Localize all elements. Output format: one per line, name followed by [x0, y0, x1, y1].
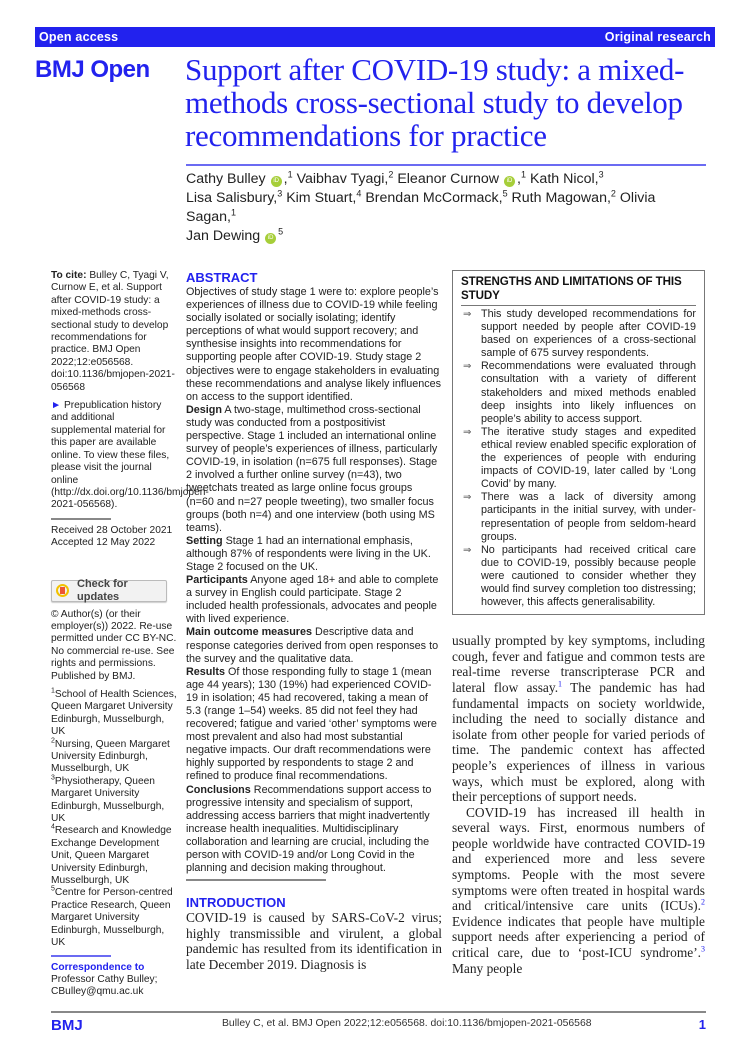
check-for-updates-button[interactable]: [51, 580, 167, 602]
affiliation-marker: 1: [287, 169, 293, 180]
affiliation-marker: 1: [521, 169, 527, 180]
citation-block: [51, 270, 177, 394]
reference-link[interactable]: 2: [701, 897, 705, 907]
author-name: Cathy Bulley: [186, 171, 266, 187]
box-item: ⇒ This study developed recommendations for support needed by people after COVID-19 based on experiences of a cross-sectional sample of 675 survey respondents.: [461, 308, 696, 360]
author[interactable]: [186, 228, 283, 244]
text-span: usually prompted by key symptoms, including cough, fever and fatigue and common tests are real-time reverse transcripterase PCR and lateral flow assay.: [452, 633, 705, 695]
footer-citation: Bulley C, et al. BMJ Open 2022;12:e056568. doi:10.1136/bmjopen-2021-056568: [222, 1017, 592, 1029]
author[interactable]: Kath Nicol,$^3$: [529, 169, 604, 187]
affiliation-marker: 2: [610, 188, 616, 199]
abstract-section: [186, 574, 442, 626]
triangle-icon: ►: [51, 400, 62, 412]
author-name: Brendan McCormack: [365, 190, 499, 206]
strengths-limitations-box: [452, 270, 705, 615]
accepted-date: Accepted 12 May 2022: [51, 537, 156, 549]
reference-link[interactable]: 3: [701, 944, 705, 954]
introduction-text: COVID-19 is caused by SARS-CoV-2 virus; highly transmissible and virulent, a global pandemic has resulted from its identification in late December 2019. Diagnosis is: [186, 910, 442, 972]
author[interactable]: Cathy Bulley iD ,$^1$: [186, 169, 293, 187]
box-heading: STRENGTHS AND LIMITATIONS OF THIS STUDY: [461, 275, 696, 306]
copyright-notice: © Author(s) (or their employer(s)) 2022. Re-use permitted under CC BY-NC. No commercial re-use. See rights and permissions. Published by BMJ.: [51, 608, 177, 682]
orcid-icon[interactable]: iD: [265, 233, 276, 244]
article-title: Support after COVID-19 study: a mixed-methods cross-sectional study to develop recommendations for practice: [185, 52, 685, 153]
page-number: 1: [698, 1016, 706, 1032]
author-name: Lisa Salisbury: [186, 190, 274, 206]
text-span: Many people: [452, 960, 523, 976]
affiliation-marker: 5: [278, 226, 284, 237]
affiliation-number: 5: [51, 886, 55, 894]
author[interactable]: Brendan McCormack,$^5$: [365, 188, 508, 206]
section-text: Recommendations support access to progressive intensity and specialism of support, addressing access barriers that might inadvertently increase health inequalities. Multidisciplinary collaboration and learning are crucial, including the person with COVID-19 and/or Long Covid in the planning and decision making throughout.: [186, 783, 432, 875]
author[interactable]: Vaibhav Tyagi,$^2$: [296, 169, 394, 187]
section-text: Stage 1 had an international emphasis, although 87% of respondents were living in the UK. Stage 2 focused on the UK.: [186, 534, 431, 573]
correspondence-email[interactable]: CBulley@qmu.ac.uk: [51, 986, 144, 998]
reference-link[interactable]: 1: [558, 679, 563, 689]
section-label: Results: [186, 665, 226, 678]
text-span: Evidence indicates that people have multiple support needs after experiencing a period of critical care, due to ‘post-ICU syndrome’.: [452, 913, 705, 961]
title-row: [35, 53, 715, 152]
divider: [51, 518, 111, 520]
author[interactable]: Eleanor Curnow iD ,$^1$: [397, 169, 527, 187]
middle-column: [186, 270, 442, 973]
affiliations: [51, 689, 177, 950]
prepub-text[interactable]: Prepublication history and additional supplemental material for this paper are available online. To view these files, please visit the journal online (http://dx.doi.org/10.1136/bmjopen-2021-056568).: [51, 400, 209, 511]
author-name: Vaibhav Tyagi: [296, 171, 385, 187]
text-span: The pandemic has had fundamental impacts on society worldwide, including the need to socially distance and isolate from other people for varied periods of time. The pandemic context has affected people’s experiences of illness in various ways, which must be explored, along with their perceptions of support needs.: [452, 679, 705, 805]
affiliation-text: Research and Knowledge Exchange Development Unit, Queen Margaret University Edinburgh, Musselburgh, UK: [51, 825, 172, 887]
divider: [186, 879, 326, 881]
header-bar: [35, 27, 715, 47]
affiliation-marker: 1: [230, 207, 236, 218]
abstract-objectives: Objectives of study stage 1 were to: explore people’s experiences of illness due to COVID-19 while feeling socially isolated or socially isolating; identify perceptions of what would support recovery; and synthesise insights into recommendations for supporting people after COVID-19. Study stage 2 objectives were to engage stakeholders in evaluating these recommendations and analyse likely influences on access to the support identified.: [186, 286, 442, 403]
crossmark-icon: [56, 584, 69, 597]
introduction-heading: INTRODUCTION: [186, 895, 286, 911]
box-item: ⇒ There was a lack of diversity among participants in the initial survey, with under-representation of people from seldom-heard groups.: [461, 491, 696, 543]
affiliation-marker: 5: [502, 188, 508, 199]
body-columns: [51, 270, 706, 999]
box-item: ⇒ Recommendations were evaluated through consultation with a variety of different stakeholders and mixed methods enabled deep insights into likely influences on people’s ability to access support.: [461, 360, 696, 425]
correspondence-label: Correspondence to: [51, 961, 145, 973]
affiliation: [51, 887, 177, 949]
footer: [51, 1011, 706, 1041]
affiliation: [51, 825, 177, 887]
section-text: Of those responding fully to stage 1 (mean age 44 years); 130 (19%) had experienced COVID-19 in isolation; 45 had recovered, taking a mean of 5.3 (range 1–54) weeks. 85 did not feel they had recovered; fatigue and varied ‘other’ symptoms were most prevalent and also had most substantial negative impacts. Our draft recommendations were highly supported by respondents to stage 2 and refined to produce final recommendations.: [186, 665, 437, 783]
author[interactable]: Ruth Magowan,$^2$: [511, 188, 616, 206]
abstract-section: [186, 666, 442, 784]
bmj-logo: BMJ: [51, 1016, 83, 1034]
author-name: Jan Dewing: [186, 228, 261, 244]
section-label: Setting: [186, 534, 223, 547]
abstract-section: [186, 626, 442, 665]
section-label: Main outcome measures: [186, 626, 313, 639]
right-column-text: [452, 633, 705, 976]
journal-logo: BMJ Open: [35, 56, 150, 83]
author-name: Ruth Magowan: [511, 190, 607, 206]
orcid-icon[interactable]: iD: [504, 176, 515, 187]
abstract-section: [186, 784, 442, 876]
affiliation-text: School of Health Sciences, Queen Margaret University Edinburgh, Musselburgh, UK: [51, 688, 177, 738]
received-date: Received 28 October 2021: [51, 524, 173, 536]
author-name: Kath Nicol: [529, 171, 595, 187]
affiliation-text: Nursing, Queen Margaret University Edinburgh, Musselburgh, UK: [51, 738, 170, 775]
affiliation: [51, 689, 177, 739]
check-updates-label: Check for updates: [77, 578, 128, 603]
author[interactable]: Lisa Salisbury,$^3$: [186, 188, 283, 206]
abstract-sections: [186, 404, 442, 875]
affiliation-marker: 3: [598, 169, 604, 180]
author[interactable]: Kim Stuart,$^4$: [286, 188, 362, 206]
abstract: [186, 270, 442, 881]
abstract-section: [186, 404, 442, 535]
box-item: ⇒ The iterative study stages and expedited ethical review enabled specific exploration of the experiences of people with enduring impacts of COVID-19, later called by ‘Long Covid’ by many.: [461, 426, 696, 491]
abstract-section: [186, 535, 442, 574]
section-label: Participants: [186, 574, 248, 587]
section-label: Conclusions: [186, 783, 251, 796]
section-text: Anyone aged 18+ and able to complete a survey in English could participate. Stage 2 included health professionals, advocates and people with lived experience.: [186, 574, 439, 626]
paragraph: [452, 805, 705, 977]
box-list: [461, 308, 696, 609]
affiliation-number: 2: [51, 737, 55, 745]
author-name: Eleanor Curnow: [397, 171, 500, 187]
affiliation-number: 3: [51, 774, 55, 782]
text-span: COVID-19 has increased ill health in several ways. First, enormous numbers of people worldwide have contracted COVID-19 and experienced more and less severe symptoms. People with the most severe symptoms were often treated in hospital wards and critical/intensive care units (ICUs).: [452, 804, 705, 914]
right-column: [452, 270, 705, 976]
section-label: Design: [186, 403, 222, 416]
section-text: Descriptive data and response categories derived from open responses to the survey and the qualitative data.: [186, 626, 439, 665]
affiliation-number: 1: [51, 687, 55, 695]
author-name: Olivia Sagan: [186, 190, 656, 225]
box-item: ⇒ No participants had received critical care due to COVID-19, possibly because people were cautioned to consider whether they would find survey completion too distressing; however, this affects generalisability.: [461, 544, 696, 609]
affiliation: [51, 776, 177, 826]
divider: [51, 955, 111, 957]
open-access-label: Open access: [39, 30, 119, 44]
affiliation-marker: 4: [356, 188, 362, 199]
author[interactable]: Olivia Sagan,$^1$: [186, 190, 656, 225]
affiliation-number: 4: [51, 824, 55, 832]
abstract-heading: ABSTRACT: [186, 270, 258, 285]
orcid-icon[interactable]: iD: [271, 176, 282, 187]
affiliation: [51, 739, 177, 776]
section-text: A two-stage, multimethod cross-sectional study was conducted from a postpositivist perspective. Stage 1 included an international online survey of people’s experiences of illness, particularly COVID-19, in isolation (n=675 full responses). Stage 2 involved a further online survey (n=43), two tweetchats treated as large online focus groups (n=60 and n=27 people tweeting), two smaller focus groups (both n=4) and one interview (both using MS teams).: [186, 403, 438, 534]
author-name: Kim Stuart: [286, 190, 353, 206]
affiliation-marker: 2: [388, 169, 394, 180]
affiliation-marker: 3: [277, 188, 283, 199]
cite-label: To cite:: [51, 270, 87, 281]
correspondence-name: Professor Cathy Bulley;: [51, 973, 158, 985]
divider: [186, 164, 706, 166]
paragraph: [452, 633, 705, 805]
author-list: [186, 170, 706, 246]
article-type-label: Original research: [604, 30, 711, 44]
affiliation-text: Physiotherapy, Queen Margaret University Edinburgh, Musselburgh, UK: [51, 775, 165, 825]
author-block: [186, 164, 706, 246]
affiliation-text: Centre for Person-centred Practice Research, Queen Margaret University Edinburgh, Musselburgh, UK: [51, 887, 173, 949]
cite-text: Bulley C, Tyagi V, Curnow E, et al. Support after COVID-19 study: a mixed-methods cross-sectional study to develop recommendations for practice. BMJ Open 2022;12:e056568. doi:10.1136/bmjopen-2021-056568: [51, 270, 175, 393]
